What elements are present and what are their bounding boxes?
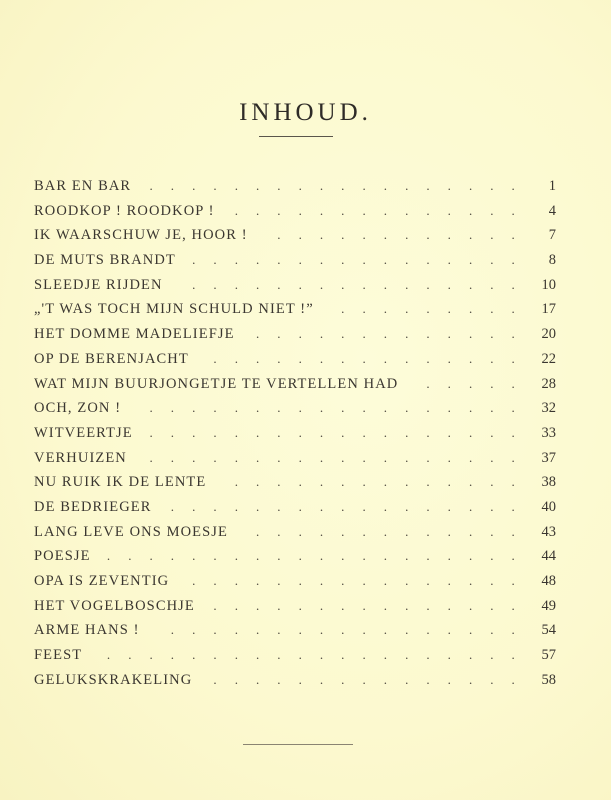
toc-entry: [34, 618, 558, 643]
toc-entry-page-number: 28: [541, 375, 556, 392]
dot-leader: . . . . . . . . . . . .: [277, 227, 515, 243]
toc-entry-title: DE MUTS BRANDT: [34, 252, 176, 269]
toc-entry: [34, 446, 558, 471]
toc-entry-title: DE BEDRIEGER: [34, 498, 152, 515]
toc-entry: [34, 297, 558, 322]
toc-entry-title: OCH, ZON !: [34, 400, 122, 417]
title-divider: [259, 136, 333, 137]
toc-entry-title: OP DE BERENJACHT: [34, 350, 189, 367]
toc-entry-page-number: 40: [541, 498, 556, 515]
toc-entry-title: FEEST: [34, 647, 83, 664]
toc-entry: [34, 174, 558, 199]
dot-leader: . . . . . . . . . . . . . . .: [213, 671, 515, 687]
toc-entry: [34, 544, 558, 569]
dot-leader: . . . . . . . . . . . . . . . . .: [170, 622, 515, 638]
dot-leader: . . . . .: [426, 375, 515, 391]
toc-entry-page-number: 32: [541, 400, 556, 417]
toc-entry-title: „'T WAS TOCH MIJN SCHULD NIET !”: [34, 301, 314, 318]
toc-entry: [34, 396, 558, 421]
dot-leader: . . . . . . . . . . . . . . . . . .: [149, 424, 515, 440]
toc-entry-page-number: 44: [541, 548, 556, 565]
toc-entry-title: HET DOMME MADELIEFJE: [34, 326, 235, 343]
toc-entry-page-number: 37: [541, 449, 556, 466]
toc-entry-page-number: 43: [541, 523, 556, 540]
dot-leader: . . . . . . . . . . . . . . . . . .: [149, 178, 515, 193]
toc-entry-page-number: 58: [541, 671, 556, 688]
dot-leader: . . . . . . . . . . . . . . . . . . . .: [106, 548, 515, 564]
toc-entry-page-number: 48: [541, 573, 556, 589]
toc-entry-page-number: 1: [548, 178, 556, 194]
toc-entry: [34, 372, 558, 397]
dot-leader: . . . . . . . . . . . . . . . . . .: [149, 400, 515, 416]
toc-entry-page-number: 8: [548, 252, 556, 269]
toc-entry-page-number: 33: [541, 424, 556, 441]
toc-entry-title: SLEEDJE RIJDEN: [34, 276, 163, 293]
toc-entry-title: POESJE: [34, 548, 91, 565]
toc-entry: [34, 495, 558, 520]
dot-leader: . . . . . . . . . . . . . . .: [213, 350, 515, 366]
toc-entry-page-number: 4: [548, 202, 556, 219]
dot-leader: . . . . . . . . . . . . . .: [234, 202, 515, 218]
toc-entry-page-number: 22: [541, 350, 556, 367]
dot-leader: . . . . . . . . . . . . . . . . .: [170, 498, 515, 514]
toc-entry-title: NU RUIK IK DE LENTE: [34, 474, 207, 491]
toc-entry-page-number: 20: [541, 326, 556, 343]
footer-divider: [243, 744, 353, 745]
toc-entry: [34, 322, 558, 347]
dot-leader: . . . . . . . . . . . . . . . . . . . .: [106, 647, 515, 663]
toc-entry: [34, 199, 558, 224]
toc-entry-title: ARME HANS !: [34, 622, 140, 639]
dot-leader: . . . . . . . . . . . . .: [255, 523, 515, 539]
dot-leader: . . . . . . . . . . . . . . . . . .: [149, 449, 515, 465]
toc-entry: [34, 470, 558, 495]
toc-entry-title: LANG LEVE ONS MOESJE: [34, 523, 228, 540]
page-title: INHOUD.: [239, 98, 372, 126]
toc-entry: [34, 347, 558, 372]
toc-entry: [34, 643, 558, 668]
toc-entry-page-number: 57: [541, 647, 556, 664]
toc-entry: [34, 273, 558, 298]
toc-entry-page-number: 54: [541, 622, 556, 639]
toc-entry: [34, 594, 558, 619]
toc-entry-title: HET VOGELBOSCHJE: [34, 597, 195, 614]
table-of-contents: [34, 174, 558, 692]
dot-leader: . . . . . . . . . . . . . . . .: [192, 252, 515, 268]
toc-entry: [34, 248, 558, 273]
toc-entry-page-number: 49: [541, 597, 556, 614]
toc-entry: [34, 421, 558, 446]
toc-entry-title: IK WAARSCHUW JE, HOOR !: [34, 227, 248, 244]
dot-leader: . . . . . . . . . . . . . . . .: [192, 276, 515, 292]
toc-entry: [34, 223, 558, 248]
toc-entry: [34, 668, 558, 693]
toc-entry-title: VERHUIZEN: [34, 449, 127, 466]
dot-leader: . . . . . . . . . . . . . . .: [213, 597, 515, 613]
toc-entry-page-number: 17: [541, 301, 556, 318]
dot-leader: . . . . . . . . . . . . . . . .: [192, 573, 515, 588]
toc-entry-page-number: 10: [541, 276, 556, 293]
toc-entry-title: GELUKSKRAKELING: [34, 671, 193, 688]
toc-entry-page-number: 7: [548, 227, 556, 244]
toc-entry: [34, 569, 558, 594]
toc-entry-title: OPA IS ZEVENTIG: [34, 573, 170, 589]
toc-entry-page-number: 38: [541, 474, 556, 491]
dot-leader: . . . . . . . . . . . . .: [255, 326, 515, 342]
toc-entry: [34, 520, 558, 545]
dot-leader: . . . . . . . . . . . . . .: [234, 474, 515, 490]
toc-entry-title: WAT MIJN BUURJONGETJE TE VERTELLEN HAD: [34, 375, 399, 392]
toc-entry-title: ROODKOP ! ROODKOP !: [34, 202, 215, 219]
toc-entry-title: WITVEERTJE: [34, 424, 133, 441]
toc-entry-title: BAR EN BAR: [34, 178, 132, 194]
dot-leader: . . . . . . . . .: [341, 301, 515, 317]
